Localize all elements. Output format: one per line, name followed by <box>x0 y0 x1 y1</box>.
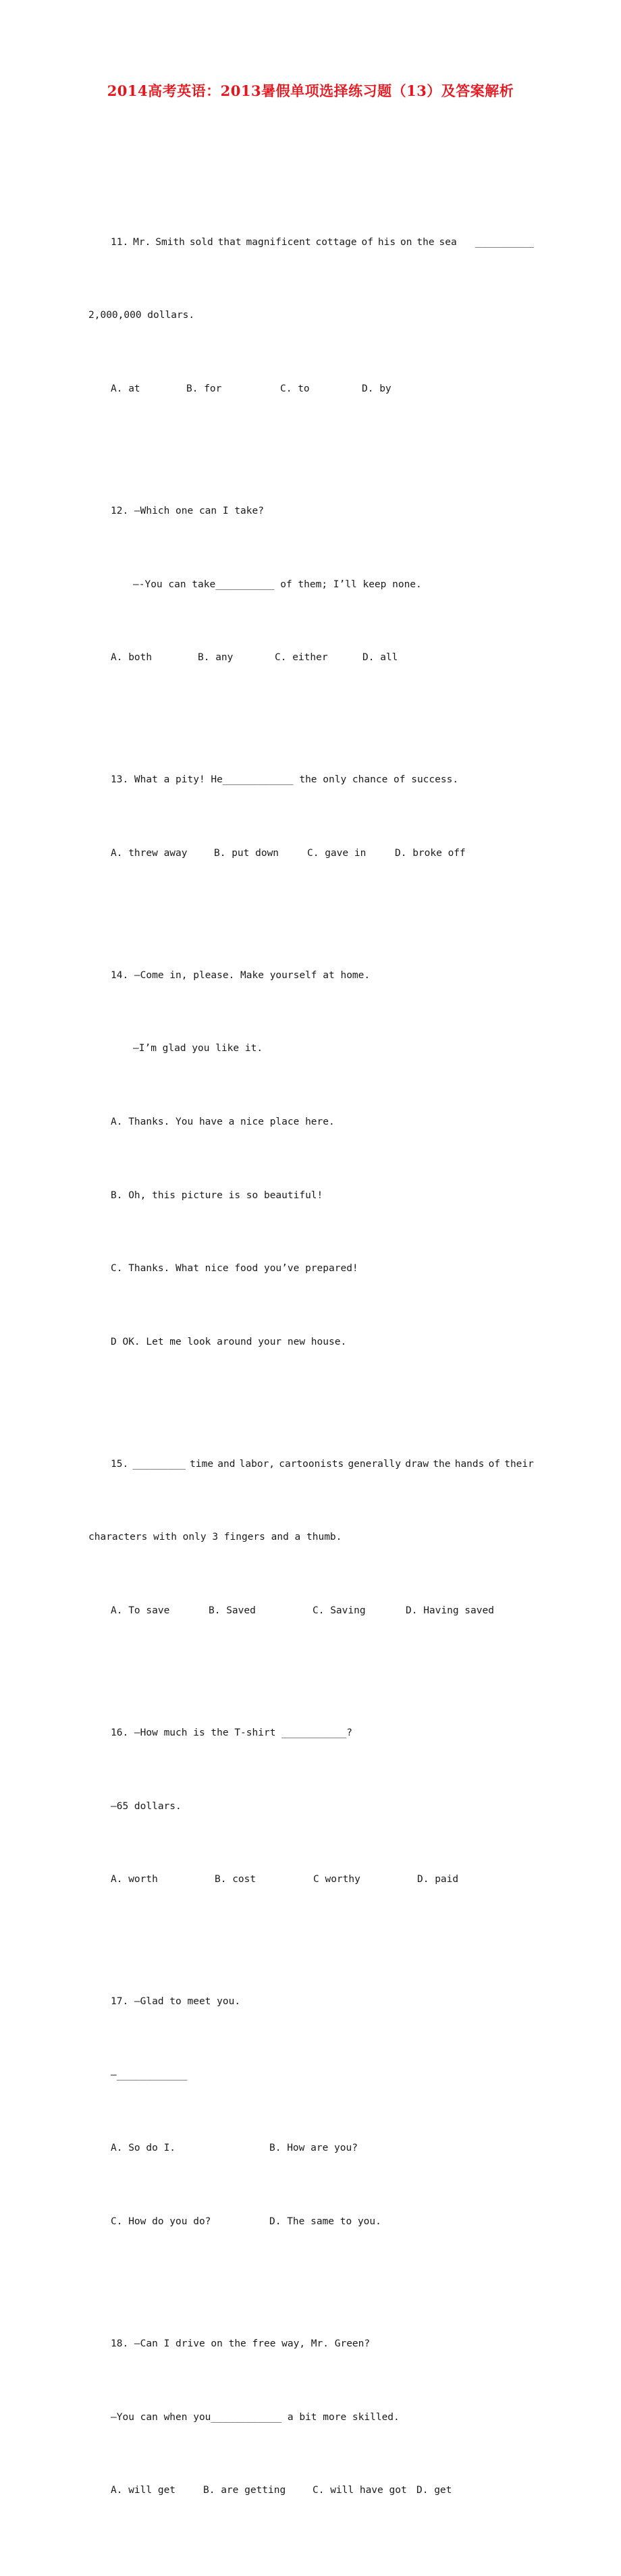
q17-options-row2 <box>88 2209 534 2234</box>
q14-stem-line1: 14. —Come in, please. Make yourself at home. <box>111 969 371 981</box>
q12-stem-line1: 12. —Which one can I take? <box>111 506 264 516</box>
q13-option-b: B. put down <box>214 847 279 859</box>
q17-stem-line2: —____________ <box>111 2069 188 2081</box>
q18-options <box>88 2478 534 2502</box>
q15-word: hands <box>454 1458 485 1470</box>
q15-option-d: D. Having saved <box>406 1605 494 1616</box>
q11-blank: __________ <box>475 236 534 248</box>
q15-option-b: B. Saved <box>209 1605 256 1616</box>
q14-option-d: D OK. Let me look around your new house. <box>111 1336 347 1347</box>
q12-option-b: B. any <box>198 652 234 664</box>
q17-option-b: B. How are you? <box>269 2143 358 2154</box>
q15-word: of <box>488 1458 501 1470</box>
q15-option-c: C. Saving <box>313 1605 366 1616</box>
q15-word: their <box>504 1458 534 1470</box>
q11-option-a: A. at <box>111 383 140 394</box>
q13-option-d: D. broke off <box>395 847 466 859</box>
q15-word: cartoonists <box>279 1458 344 1470</box>
q11-word: sea <box>439 236 457 248</box>
q15-stem-line1 <box>88 1452 534 1476</box>
q16-stem-line1: 16. —How much is the T-shirt ___________? <box>111 1727 352 1738</box>
q11-option-c: C. to <box>280 383 310 394</box>
q11-word: of <box>361 236 373 248</box>
q12-options <box>88 645 534 670</box>
q18-stem-line2: —You can when you____________ a bit more skilled. <box>111 2411 400 2423</box>
q13-options <box>88 841 534 865</box>
q11-stem-line1 <box>88 230 534 254</box>
q17-option-a: A. So do I. <box>111 2143 176 2154</box>
q17-stem-line1: 17. —Glad to meet you. <box>111 1996 241 2008</box>
q11-word: sold <box>189 236 213 248</box>
q11-word: Smith <box>155 236 185 248</box>
q16-option-c: C worthy <box>313 1874 360 1885</box>
q15-word: 15. <box>111 1458 129 1470</box>
document-title: 2014高考英语：2013暑假单项选择练习题（13）及答案解析 <box>107 82 514 99</box>
q11-stem-line2: 2,000,000 dollars. <box>88 310 195 321</box>
q18-option-b: B. are getting <box>203 2485 286 2496</box>
q11-options <box>88 377 534 401</box>
q11-word: cottage <box>315 236 357 248</box>
q15-options <box>88 1599 534 1623</box>
q11-word: Mr. <box>133 236 151 248</box>
q15-word: labor, <box>239 1458 275 1470</box>
q15-word: and <box>217 1458 236 1470</box>
q11-word: his <box>377 236 396 248</box>
q11-option-d: D. by <box>362 383 392 394</box>
q18-option-d: D. get <box>416 2485 452 2496</box>
q16-options <box>88 1867 534 1891</box>
q16-option-b: B. cost <box>215 1874 256 1885</box>
q16-stem-line2: —65 dollars. <box>111 1800 182 1812</box>
q13-option-c: C. gave in <box>307 847 367 859</box>
q18-option-c: C. will have got <box>313 2485 407 2496</box>
q14-option-c: C. Thanks. What nice food you’ve prepared! <box>111 1263 358 1274</box>
q14-option-b: B. Oh, this picture is so beautiful! <box>111 1189 323 1201</box>
q16-option-a: A. worth <box>111 1874 158 1885</box>
q12-option-c: C. either <box>275 652 328 664</box>
q11-option-b: B. for <box>186 383 222 394</box>
q17-options-row1 <box>88 2136 534 2160</box>
q15-stem-line2: characters with only 3 fingers and a thumb. <box>88 1532 342 1543</box>
q18-stem-line1: 18. —Can I drive on the free way, Mr. Green? <box>111 2338 371 2349</box>
q11-word: that <box>217 236 242 248</box>
q11-word: the <box>416 236 435 248</box>
q14-stem-line2: —I’m glad you like it. <box>133 1043 263 1054</box>
q15-word: the <box>433 1458 451 1470</box>
q18-option-a: A. will get <box>111 2485 176 2496</box>
q14-option-a: A. Thanks. You have a nice place here. <box>111 1116 335 1127</box>
q15-blank: _________ <box>132 1458 186 1470</box>
q11-word: on <box>400 236 412 248</box>
q13-option-a: A. threw away <box>111 847 188 859</box>
q11-word: magnificent <box>246 236 311 248</box>
q15-word: time <box>190 1458 214 1470</box>
q11-word: 11. <box>111 236 129 248</box>
q17-option-c: C. How do you do? <box>111 2216 211 2227</box>
q12-stem-line2: —-You can take__________ of them; I’ll keep none. <box>133 579 422 590</box>
question-list <box>88 132 534 2576</box>
q17-option-d: D. The same to you. <box>269 2216 381 2227</box>
q12-option-d: D. all <box>362 652 398 664</box>
q15-word: draw <box>405 1458 429 1470</box>
q15-word: generally <box>348 1458 402 1470</box>
q16-option-d: D. paid <box>417 1874 459 1885</box>
q12-option-a: A. both <box>111 652 153 664</box>
q13-stem-line1: 13. What a pity! He____________ the only chance of success. <box>111 774 459 786</box>
q15-option-a: A. To save <box>111 1605 170 1616</box>
